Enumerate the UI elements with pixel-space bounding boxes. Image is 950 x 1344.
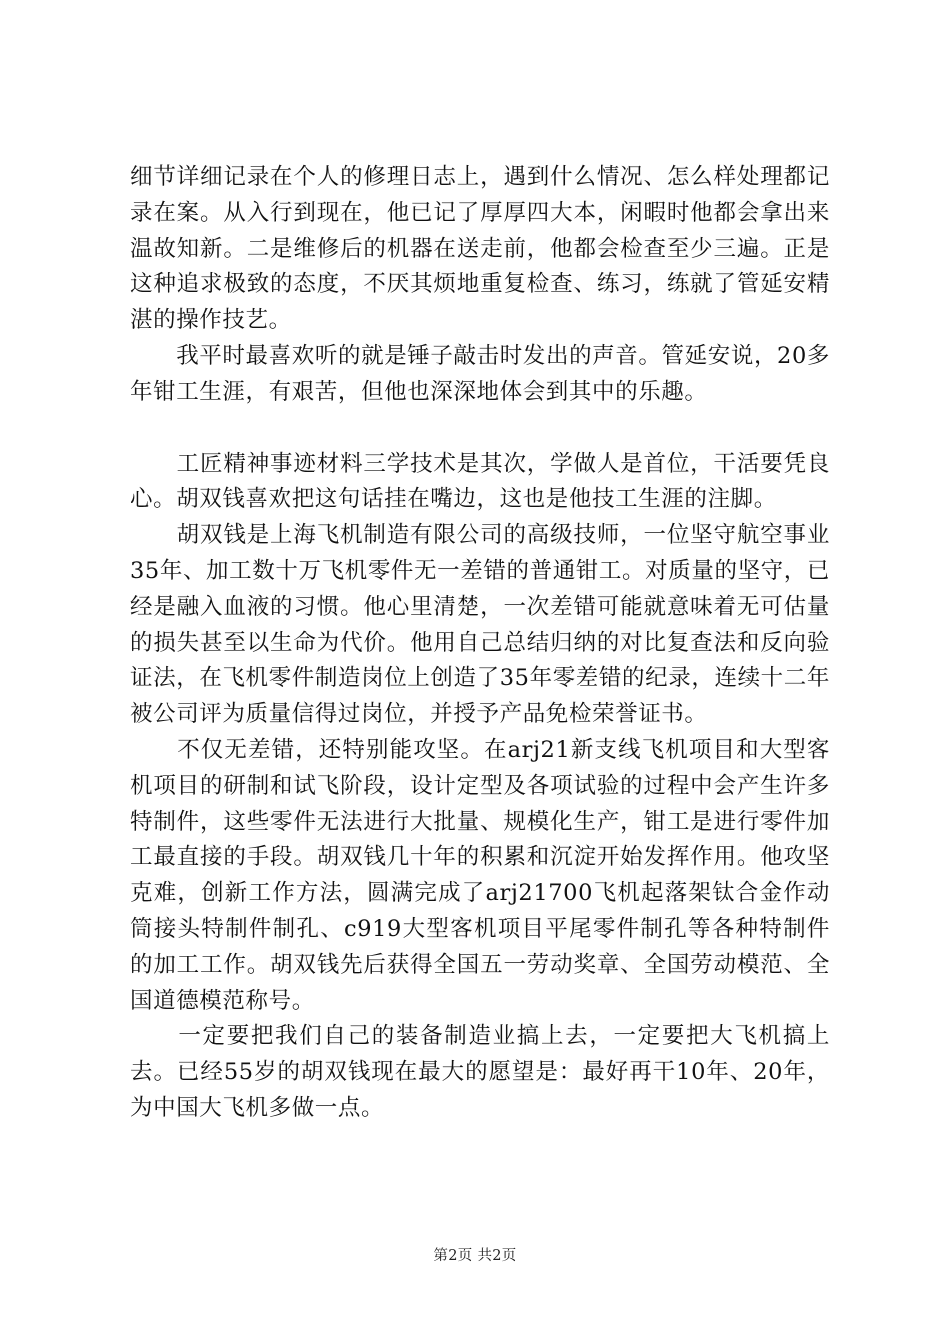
paragraph-1: 细节详细记录在个人的修理日志上，遇到什么情况、怎么样处理都记录在案。从入行到现在，他已记了厚厚四大本，闲暇时他都会拿出来温故知新。二是维修后的机器在送走前，他都会检查至少三遍。正是这种追求极致的态度，不厌其烦地重复检查、练习，练就了管延安精湛的操作技艺。 [130,164,830,334]
paragraph-4: 胡双钱是上海飞机制造有限公司的高级技师，一位坚守航空事业35年、加工数十万飞机零件无一差错的普通钳工。对质量的坚守，已经是融入血液的习惯。他心里清楚，一次差错可能就意味着无可估量的损失甚至以生命为代价。他用自己总结归纳的对比复查法和反向验证法，在飞机零件制造岗位上创造了35年零差错的纪录，连续十二年被公司评为质量信得过岗位，并授予产品免检荣誉证书。 [130,522,830,728]
paragraph-3: 工匠精神事迹材料三学技术是其次，学做人是首位，干活要凭良心。胡双钱喜欢把这句话挂在嘴边，这也是他技工生涯的注脚。 [130,450,830,513]
paragraph-2: 我平时最喜欢听的就是锤子敲击时发出的声音。管延安说，20多年钳工生涯，有艰苦，但他也深深地体会到其中的乐趣。 [130,342,830,405]
paragraph-5: 不仅无差错，还特别能攻坚。在arj21新支线飞机项目和大型客机项目的研制和试飞阶段，设计定型及各项试验的过程中会产生许多特制件，这些零件无法进行大批量、规模化生产，钳工是进行零件加工最直接的手段。胡双钱几十年的积累和沉淀开始发挥作用。他攻坚克难，创新工作方法，圆满完成了arj21700飞机起落架钛合金作动筒接头特制件制孔、c919大型客机项目平尾零件制孔等各种特制件的加工工作。胡双钱先后获得全国五一劳动奖章、全国劳动模范、全国道德模范称号。 [130,736,830,1014]
page-number-footer: 第2页 共2页 [433,1248,517,1264]
document-body [130,160,830,1127]
paragraph-6: 一定要把我们自己的装备制造业搞上去，一定要把大飞机搞上去。已经55岁的胡双钱现在最大的愿望是：最好再干10年、20年，为中国大飞机多做一点。 [130,1023,830,1121]
